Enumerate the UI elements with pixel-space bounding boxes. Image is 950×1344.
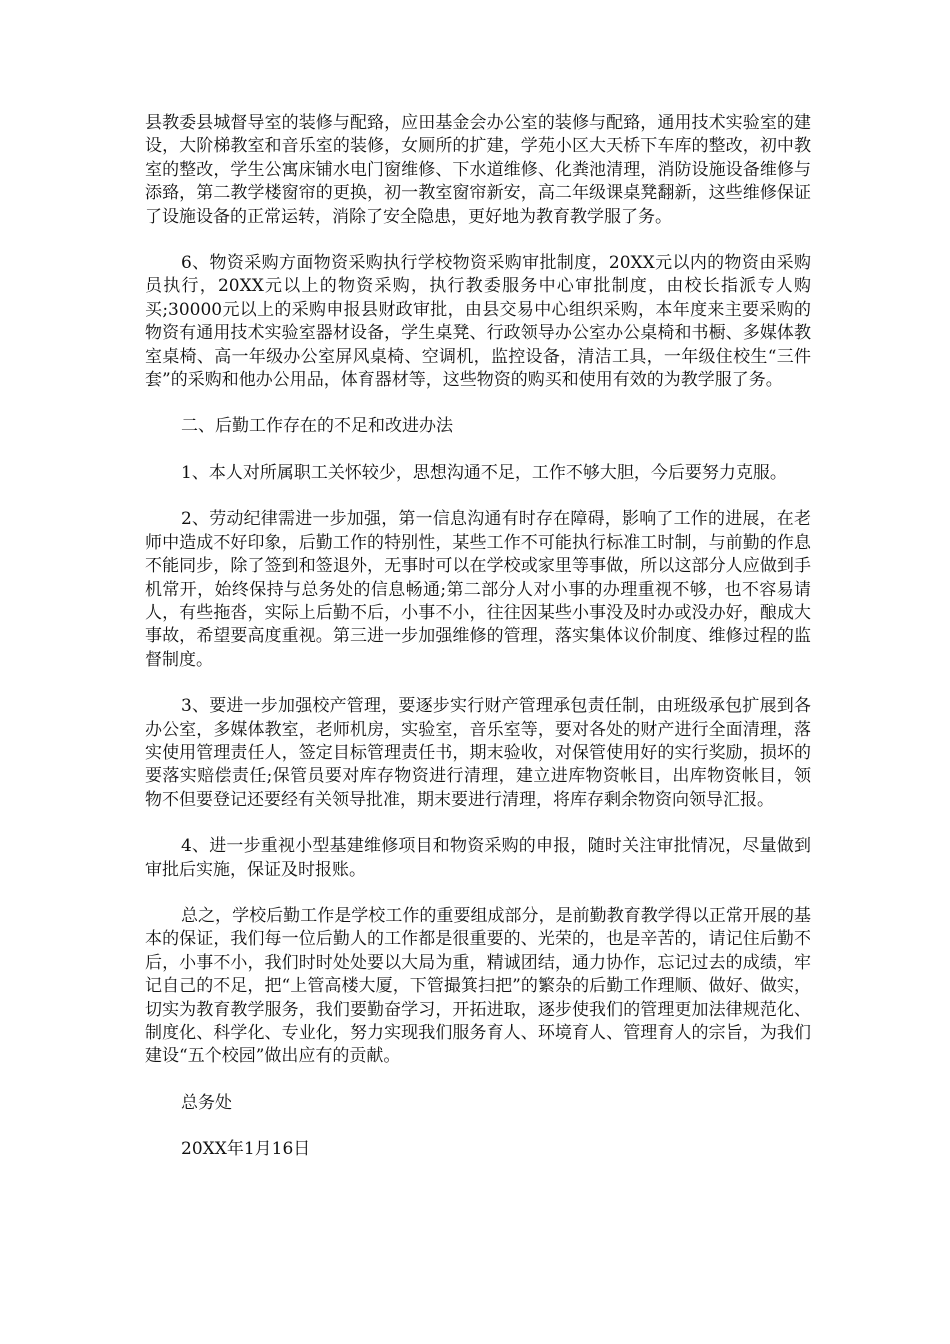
document-page xyxy=(145,112,811,1185)
conclusion-paragraph: 总之，学校后勤工作是学校工作的重要组成部分，是前勤教育教学得以正常开展的基本的保证，我们每一位后勤人的工作都是很重要的、光荣的，也是辛苦的，请记住后勤不后，小事不小，我们时时处处要以大局为重，精诚团结，通力协作，忘记过去的成绩，牢记自己的不足，把“上管高楼大厦，下管撮箕扫把”的繁杂的后勤工作理顺、做好、做实，切实为教育教学服务，我们要勤奋学习，开拓进取，逐步使我们的管理更加法律规范化、制度化、科学化、专业化，努力实现我们服务育人、环境育人、管理育人的宗旨，为我们建设“五个校园”做出应有的贡献。 xyxy=(145,905,811,1067)
improvement-item-4: 4、进一步重视小型基建维修项目和物资采购的申报，随时关注审批情况，尽量做到审批后实施，保证及时报账。 xyxy=(145,836,811,880)
document-date: 20XX年1月16日 xyxy=(181,1139,311,1160)
paragraph-renovation: 县教委县城督导室的装修与配臵，应田基金会办公室的装修与配臵，通用技术实验室的建设，大阶梯教室和音乐室的装修，女厕所的扩建，学苑小区大天桥下车库的整改，初中教室的整改，学生公寓床铺水电门窗维修、下水道维修、化粪池清理，消防设施设备维修与添臵，第二教学楼窗帘的更换，初一教室窗帘新安，高二年级课桌凳翻新，这些维修保证了设施设备的正常运转，消除了安全隐患，更好地为教育教学服了务。 xyxy=(145,113,811,227)
paragraph-procurement: 6、物资采购方面物资采购执行学校物资采购审批制度，20XX元以内的物资由采购员执行，20XX元以上的物资采购，执行教委服务中心审批制度，由校长指派专人购买;30000元以上的采购申报县财政审批，由县交易中心组织采购，本年度来主要采购的物资有通用技术实验室器材设备，学生桌凳、行政领导办公室办公桌椅和书橱、多媒体教室桌椅、高一年级办公室屏风桌椅、空调机，监控设备，清洁工具，一年级住校生“三件套”的采购和他办公用品，体育器材等，这些物资的购买和使用有效的为教学服了务。 xyxy=(145,253,811,391)
signature: 总务处 xyxy=(181,1092,232,1113)
improvement-item-1: 1、本人对所属职工关怀较少，思想沟通不足，工作不够大胆，今后要努力克服。 xyxy=(181,462,787,483)
section-heading: 二、后勤工作存在的不足和改进办法 xyxy=(181,416,453,437)
improvement-item-2: 2、劳动纪律需进一步加强，第一信息沟通有时存在障碍，影响了工作的进展，在老师中造成不好印象，后勤工作的特别性，某些工作不可能执行标准工时制，与前勤的作息不能同步，除了签到和签退外，无事时可以在学校或家里等事做，所以这部分人应做到手机常开，始终保持与总务处的信息畅通;第二部分人对小事的办理重视不够，也不容易请人，有些拖沓，实际上后勤不后，小事不小，往往因某些小事没及时办或没办好，酿成大事故，希望要高度重视。第三进一步加强维修的管理，落实集体议价制度、维修过程的监督制度。 xyxy=(145,509,811,670)
improvement-item-3: 3、要进一步加强校产管理，要逐步实行财产管理承包责任制，由班级承包扩展到各办公室，多媒体教室，老师机房，实验室，音乐室等，要对各处的财产进行全面清理，落实使用管理责任人，签定目标管理责任书，期末验收，对保管使用好的实行奖励，损坏的要落实赔偿责任;保管员要对库存物资进行清理，建立进库物资帐目，出库物资帐目，领物不但要登记还要经有关领导批准，期末要进行清理，将库存剩余物资向领导汇报。 xyxy=(145,696,811,810)
